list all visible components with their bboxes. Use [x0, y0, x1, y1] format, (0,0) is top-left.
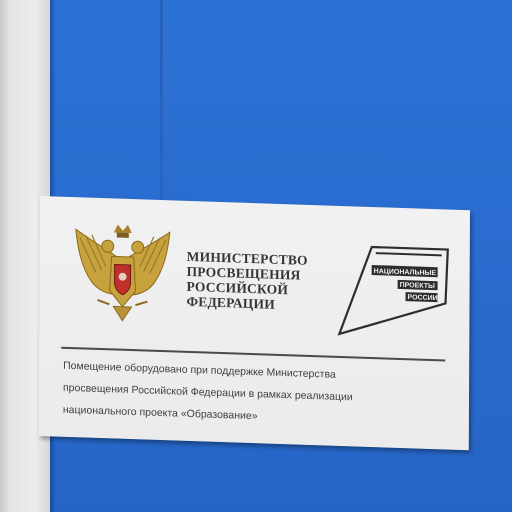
ministry-name-line: МИНИСТЕРСТВО — [186, 248, 308, 268]
ministry-plaque — [39, 196, 470, 450]
notice-line: национального проекта «Образование» — [62, 403, 258, 423]
logo-text-line: РОССИИ — [407, 294, 438, 303]
notice-line: Помещение оборудовано при поддержке Министерства — [63, 359, 336, 381]
plaque-notice — [63, 355, 453, 434]
logo-text-line: НАЦИОНАЛЬНЫЕ — [373, 268, 437, 278]
notice-line: просвещения Российской Федерации в рамках реализации — [62, 381, 353, 404]
double-headed-eagle-emblem-icon — [67, 219, 178, 333]
ministry-name — [186, 249, 307, 313]
logo-text-line: ПРОЕКТЫ — [399, 281, 435, 291]
wall-seam — [160, 0, 163, 200]
national-projects-logo-icon — [335, 242, 454, 342]
ministry-name-line: РОССИЙСКОЙ — [186, 278, 289, 298]
ministry-name-line: ПРОСВЕЩЕНИЯ — [186, 263, 301, 283]
ministry-name-line: ФЕДЕРАЦИИ — [186, 293, 275, 312]
